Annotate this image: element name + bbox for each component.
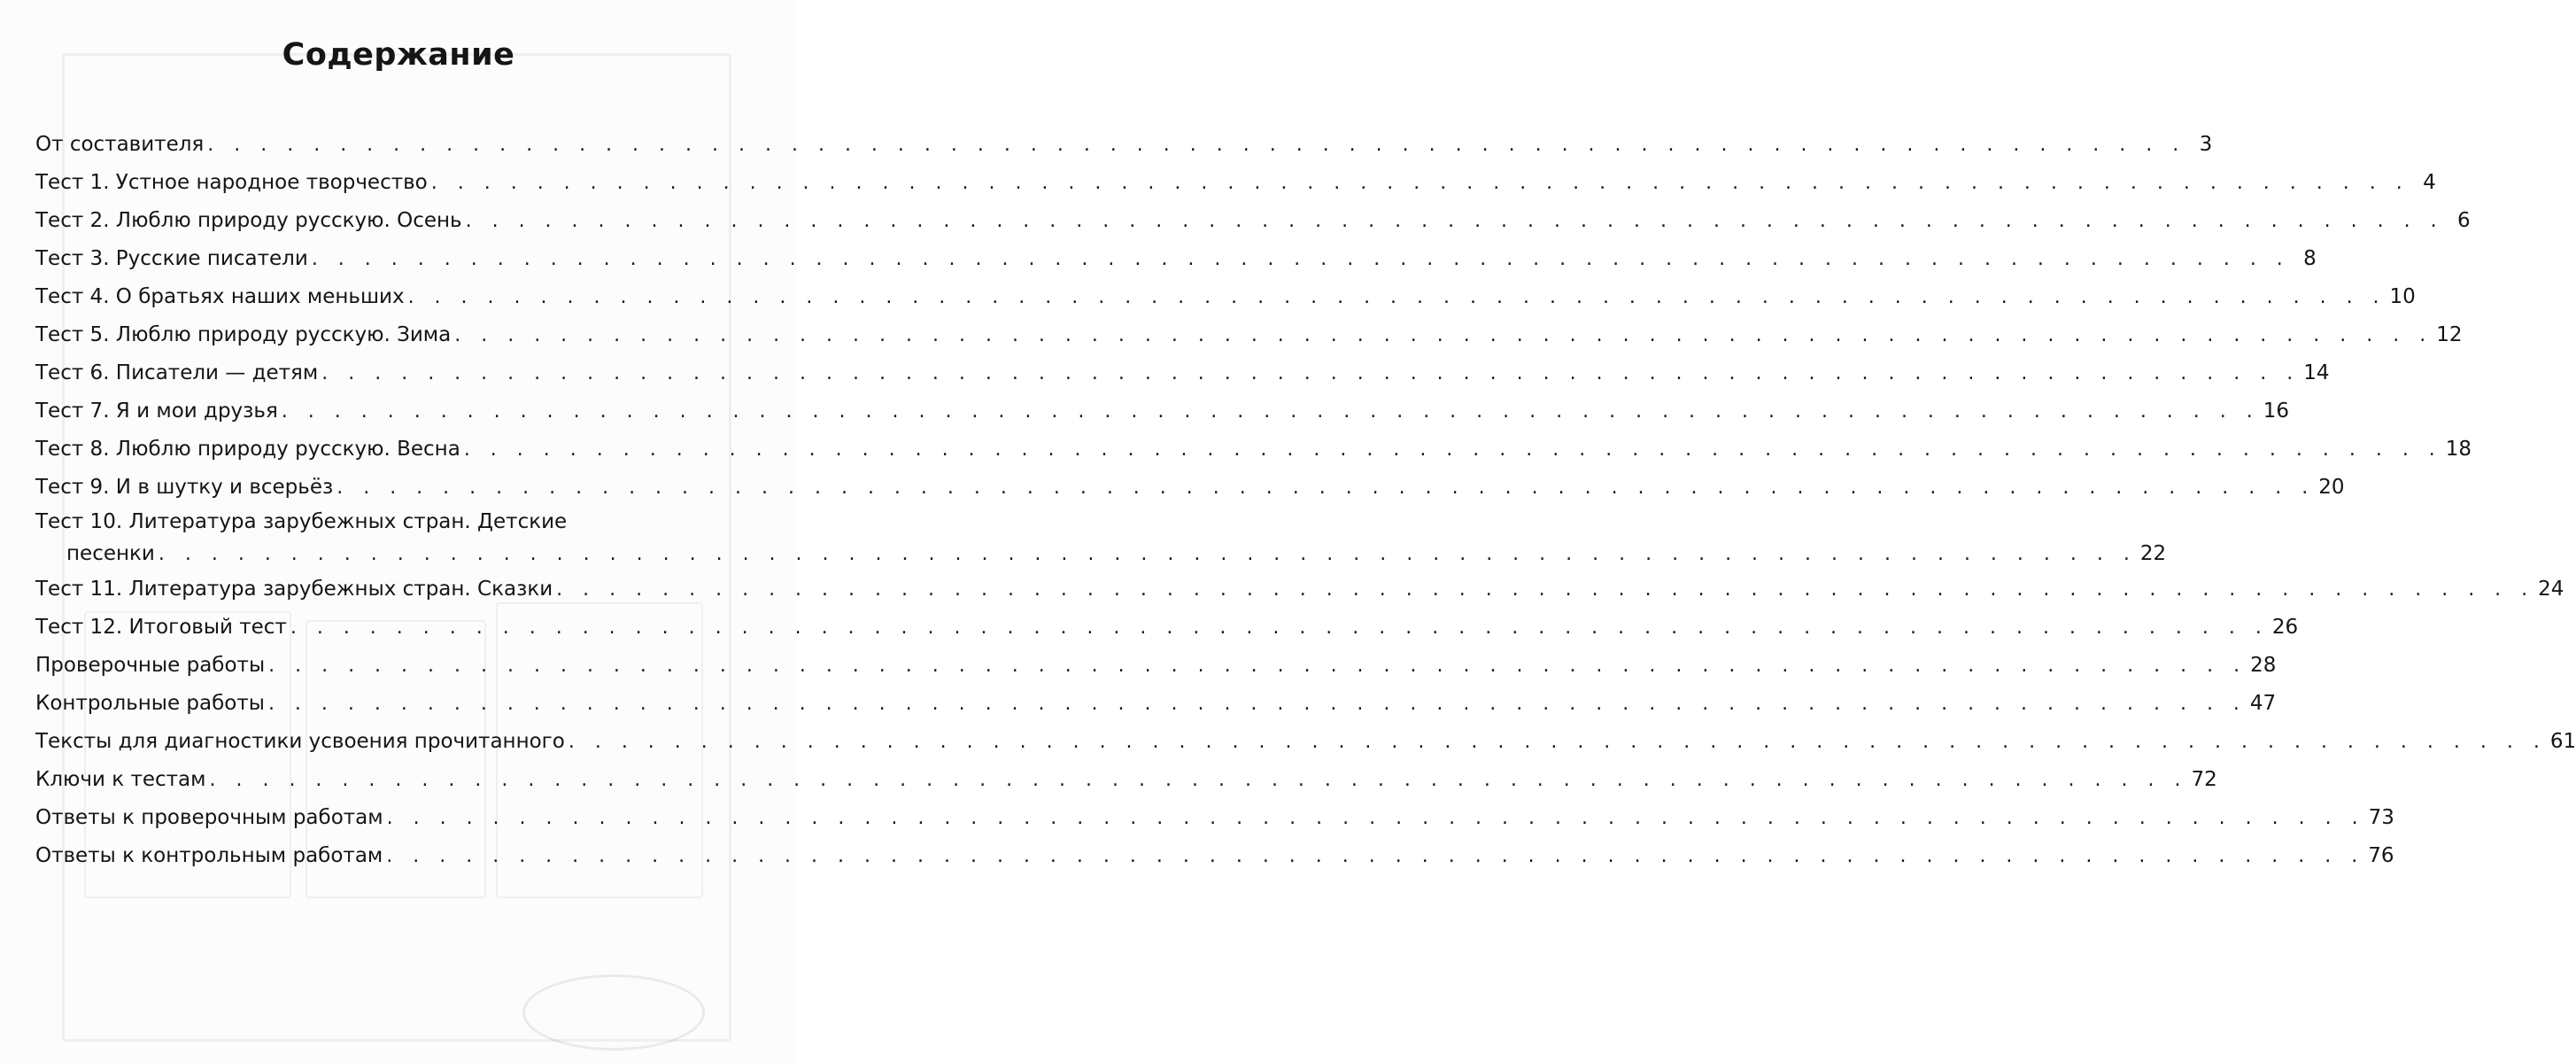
dot-leader: . . . . . . . . . . . . . . . . . . . . . . . . . . . . . . . . . . . . . . . . . . . . . . . . . . . . . . . . . . . . . . . . . . . . . . . . . . .: [454, 324, 2433, 346]
toc-entry-label-continued: песенки: [66, 542, 155, 565]
toc-entry: [35, 202, 2471, 240]
toc-entry-label: Тест 4. О братьях наших меньших: [35, 285, 405, 308]
toc-entry-label: Контрольные работы: [35, 692, 265, 715]
toc-entry-continuation: [35, 538, 2167, 570]
toc-entry: [35, 392, 2290, 431]
toc-entry: [35, 723, 2576, 761]
dot-leader: . . . . . . . . . . . . . . . . . . . . . . . . . . . . . . . . . . . . . . . . . . . . . . . . . . . . . . . . . . . . . . . . . . . . . . . . . . .: [386, 807, 2365, 829]
toc-entry-page: 14: [2303, 361, 2330, 384]
dot-leader: . . . . . . . . . . . . . . . . . . . . . . . . . . . . . . . . . . . . . . . . . . . . . . . . . . . . . . . . . . . . . . . . . . . . . . . . . . .: [207, 134, 2186, 156]
dot-leader: . . . . . . . . . . . . . . . . . . . . . . . . . . . . . . . . . . . . . . . . . . . . . . . . . . . . . . . . . . . . . . . . . . . . . . . . . . .: [281, 400, 2260, 423]
dot-leader: . . . . . . . . . . . . . . . . . . . . . . . . . . . . . . . . . . . . . . . . . . . . . . . . . . . . . . . . . . . . . . . . . . . . . . . . . . .: [311, 248, 2290, 270]
toc-entry-page: 6: [2456, 209, 2471, 232]
toc-entry-label: Ответы к проверочным работам: [35, 806, 383, 829]
dot-leader: . . . . . . . . . . . . . . . . . . . . . . . . . . . . . . . . . . . . . . . . . . . . . . . . . . . . . . . . . . . . . . . . . . . . . . . . . . .: [568, 731, 2547, 753]
toc-entry: [35, 431, 2472, 469]
dot-leader: . . . . . . . . . . . . . . . . . . . . . . . . . . . . . . . . . . . . . . . . . . . . . . . . . . . . . . . . . . . . . . . . . . . . . . . . . . .: [321, 362, 2301, 384]
toc-entry-page: 61: [2549, 730, 2576, 753]
toc-entry-page: 3: [2199, 133, 2213, 156]
toc-entry: [35, 837, 2394, 875]
toc-entry: [35, 685, 2277, 723]
toc-entry-page: 73: [2368, 806, 2394, 829]
toc-entry-page: 26: [2271, 616, 2299, 639]
dot-leader: . . . . . . . . . . . . . . . . . . . . . . . . . . . . . . . . . . . . . . . . . . . . . . . . . . . . . . . . . . . . . . . . . . . . . . . . . . .: [268, 655, 2247, 677]
toc-entry-label: Тест 10. Литература зарубежных стран. Детские: [35, 510, 568, 533]
toc-entry-page: 12: [2436, 323, 2463, 346]
toc-entry-page: 4: [2423, 171, 2436, 194]
toc-entry-page: 10: [2389, 285, 2416, 308]
show-through-stamp: [522, 974, 705, 1051]
dot-leader: . . . . . . . . . . . . . . . . . . . . . . . . . . . . . . . . . . . . . . . . . . . . . . . . . . . . . . . . . . . . . . . . . . . . . . . . . . .: [267, 693, 2247, 715]
toc-entry: [35, 316, 2463, 354]
toc-entry-page: 28: [2250, 654, 2277, 677]
toc-entry: [35, 164, 2436, 202]
dot-leader: . . . . . . . . . . . . . . . . . . . . . . . . . . . . . . . . . . . . . . . . . . . . . . . . . . . . . . . . . . . . . . . . . . . . . . . . . . .: [463, 438, 2442, 461]
toc-entry-page: 47: [2249, 692, 2277, 715]
dot-leader: . . . . . . . . . . . . . . . . . . . . . . . . . . . . . . . . . . . . . . . . . . . . . . . . . . . . . . . . . . . . . . . . . . . . . . . . . . .: [337, 477, 2316, 499]
dot-leader: . . . . . . . . . . . . . . . . . . . . . . . . . . . . . . . . . . . . . . . . . . . . . . . . . . . . . . . . . . . . . . . . . . . . . . . . . . .: [430, 172, 2410, 194]
toc-entry: [35, 570, 2564, 609]
toc-entry-page: 8: [2303, 247, 2317, 270]
toc-entry-page: 18: [2445, 438, 2472, 461]
toc-entry-label: Тест 3. Русские писатели: [35, 247, 308, 270]
toc-entry: [35, 354, 2330, 392]
toc-entry-label: Тексты для диагностики усвоения прочитанного: [35, 730, 565, 753]
toc-entry-page: 16: [2263, 400, 2290, 423]
toc-entry-page: 76: [2368, 844, 2394, 867]
toc-entry: [35, 507, 2167, 570]
toc-entry-page: 22: [2139, 542, 2167, 565]
toc-entry-label: Тест 5. Люблю природу русскую. Зима: [35, 323, 452, 346]
toc-entry-label: Тест 11. Литература зарубежных стран. Сказки: [35, 578, 553, 601]
dot-leader: . . . . . . . . . . . . . . . . . . . . . . . . . . . . . . . . . . . . . . . . . . . . . . . . . . . . . . . . . . . . . . . . . . . . . . . . . . .: [407, 286, 2386, 308]
toc-entry-label: Тест 8. Люблю природу русскую. Весна: [35, 438, 460, 461]
toc-entry-label: Ключи к тестам: [35, 768, 206, 791]
page-title: Содержание: [282, 37, 515, 73]
dot-leader: . . . . . . . . . . . . . . . . . . . . . . . . . . . . . . . . . . . . . . . . . . . . . . . . . . . . . . . . . . . . . . . . . . . . . . . . . . .: [290, 617, 2269, 639]
toc-entry: [35, 799, 2394, 837]
toc-entry: [35, 278, 2416, 316]
table-of-contents: [35, 126, 2576, 875]
toc-entry-label: Тест 12. Итоговый тест: [35, 616, 287, 639]
toc-entry-label: Проверочные работы: [35, 654, 266, 677]
toc-entry-page: 24: [2538, 578, 2564, 601]
dot-leader: . . . . . . . . . . . . . . . . . . . . . . . . . . . . . . . . . . . . . . . . . . . . . . . . . . . . . . . . . . . . . . . . . . . . . . . . . . .: [465, 210, 2444, 232]
dot-leader: . . . . . . . . . . . . . . . . . . . . . . . . . . . . . . . . . . . . . . . . . . . . . . . . . . . . . . . . . . . . . . . . . . . . . . . . . . .: [556, 578, 2535, 601]
toc-entry: [35, 469, 2345, 507]
toc-entry-label: От составителя: [35, 133, 205, 156]
toc-entry: [35, 761, 2217, 799]
toc-entry: [35, 647, 2277, 685]
toc-entry-label: Тест 7. Я и мои друзья: [35, 400, 278, 423]
toc-entry: [35, 240, 2317, 278]
dot-leader: . . . . . . . . . . . . . . . . . . . . . . . . . . . . . . . . . . . . . . . . . . . . . . . . . . . . . . . . . . . . . . . . . . . . . . . . . . .: [209, 769, 2188, 791]
toc-entry-page: 20: [2318, 476, 2345, 499]
toc-entry-page: 72: [2191, 768, 2217, 791]
toc-entry-label: Тест 6. Писатели — детям: [35, 361, 319, 384]
toc-entry-label: Тест 2. Люблю природу русскую. Осень: [35, 209, 462, 232]
toc-entry: [35, 609, 2299, 647]
dot-leader: . . . . . . . . . . . . . . . . . . . . . . . . . . . . . . . . . . . . . . . . . . . . . . . . . . . . . . . . . . . . . . . . . . . . . . . . . . .: [386, 845, 2365, 867]
toc-entry-label: Тест 9. И в шутку и всерьёз: [35, 476, 334, 499]
dot-leader: . . . . . . . . . . . . . . . . . . . . . . . . . . . . . . . . . . . . . . . . . . . . . . . . . . . . . . . . . . . . . . . . . . . . . . . . . . .: [158, 543, 2137, 565]
toc-entry: [35, 126, 2213, 164]
toc-entry-label: Ответы к контрольным работам: [35, 844, 383, 867]
toc-entry-label: Тест 1. Устное народное творчество: [35, 171, 428, 194]
